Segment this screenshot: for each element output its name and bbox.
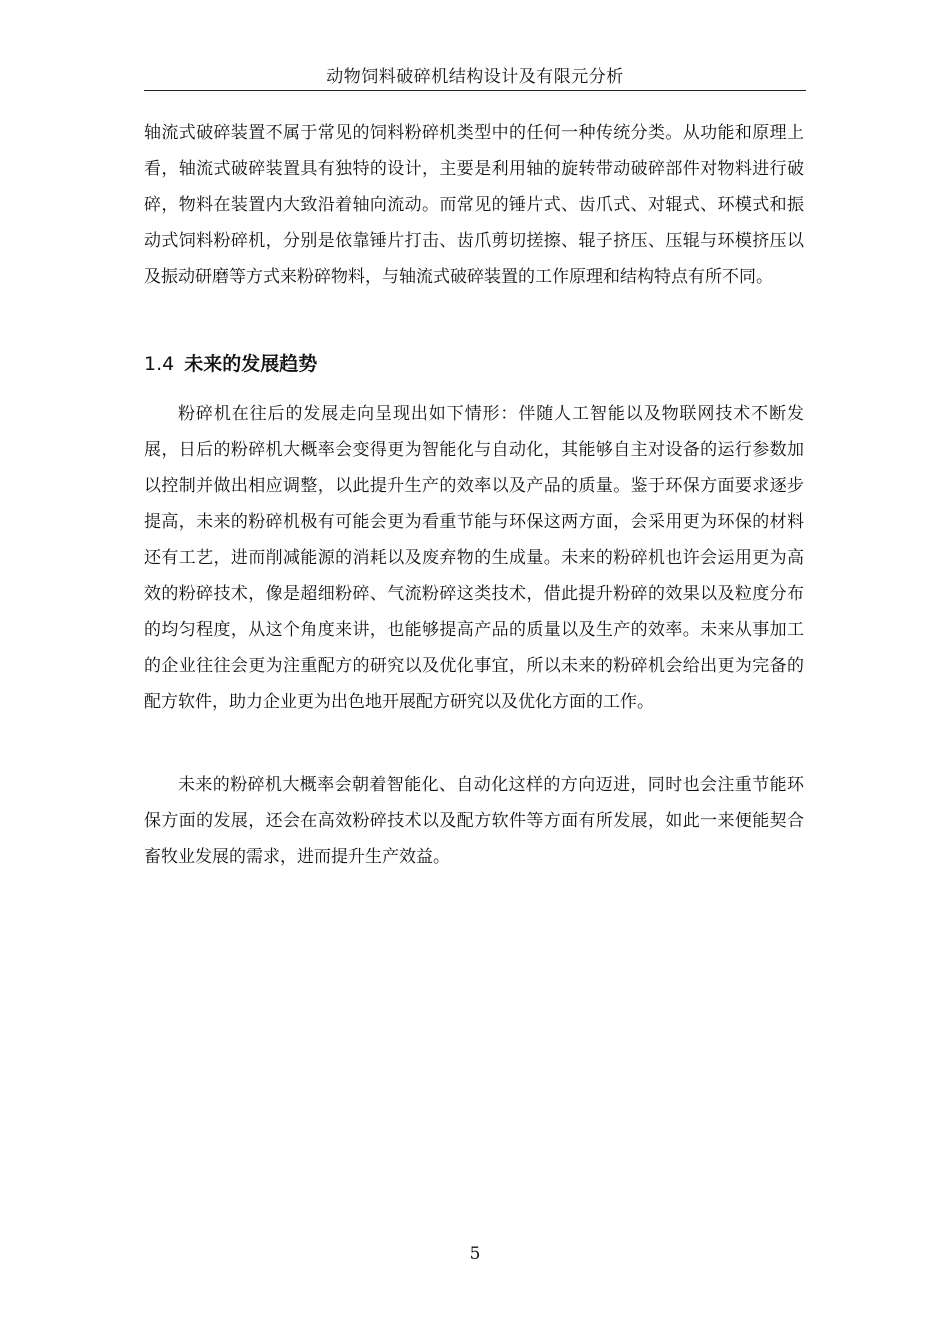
running-header-title: 动物饲料破碎机结构设计及有限元分析 — [326, 67, 624, 87]
section-number: 1.4 — [144, 353, 175, 375]
paragraph-summary: 未来的粉碎机大概率会朝着智能化、自动化这样的方向迈进，同时也会注重节能环保方面的发展，还会在高效粉碎技术以及配方软件等方面有所发展，如此一来便能契合畜牧业发展的需求，进而提升生产效益。 — [144, 775, 804, 867]
section-heading — [144, 346, 317, 382]
paragraph-future-trends: 粉碎机在往后的发展走向呈现出如下情形：伴随人工智能以及物联网技术不断发展，日后的粉碎机大概率会变得更为智能化与自动化，其能够自主对设备的运行参数加以控制并做出相应调整，以此提升生产的效率以及产品的质量。鉴于环保方面要求逐步提高，未来的粉碎机极有可能会更为看重节能与环保这两方面，会采用更为环保的材料还有工艺，进而削减能源的消耗以及废弃物的生成量。未来的粉碎机也许会运用更为高效的粉碎技术，像是超细粉碎、气流粉碎这类技术，借此提升粉碎的效果以及粒度分布的均匀程度，从这个角度来讲，也能够提高产品的质量以及生产的效率。未来从事加工的企业往往会更为注重配方的研究以及优化事宜，所以未来的粉碎机会给出更为完备的配方软件，助力企业更为出色地开展配方研究以及优化方面的工作。 — [144, 404, 804, 712]
header-divider — [144, 90, 806, 91]
paragraph-axial-crusher: 轴流式破碎装置不属于常见的饲料粉碎机类型中的任何一种传统分类。从功能和原理上看，轴流式破碎装置具有独特的设计，主要是利用轴的旋转带动破碎部件对物料进行破碎，物料在装置内大致沿着轴向流动。而常见的锤片式、齿爪式、对辊式、环模式和振动式饲料粉碎机，分别是依靠锤片打击、齿爪剪切搓擦、辊子挤压、压辊与环模挤压以及振动研磨等方式来粉碎物料，与轴流式破碎装置的工作原理和结构特点有所不同。 — [144, 123, 804, 287]
page-number: 5 — [469, 1244, 481, 1264]
section-title: 未来的发展趋势 — [184, 353, 318, 375]
